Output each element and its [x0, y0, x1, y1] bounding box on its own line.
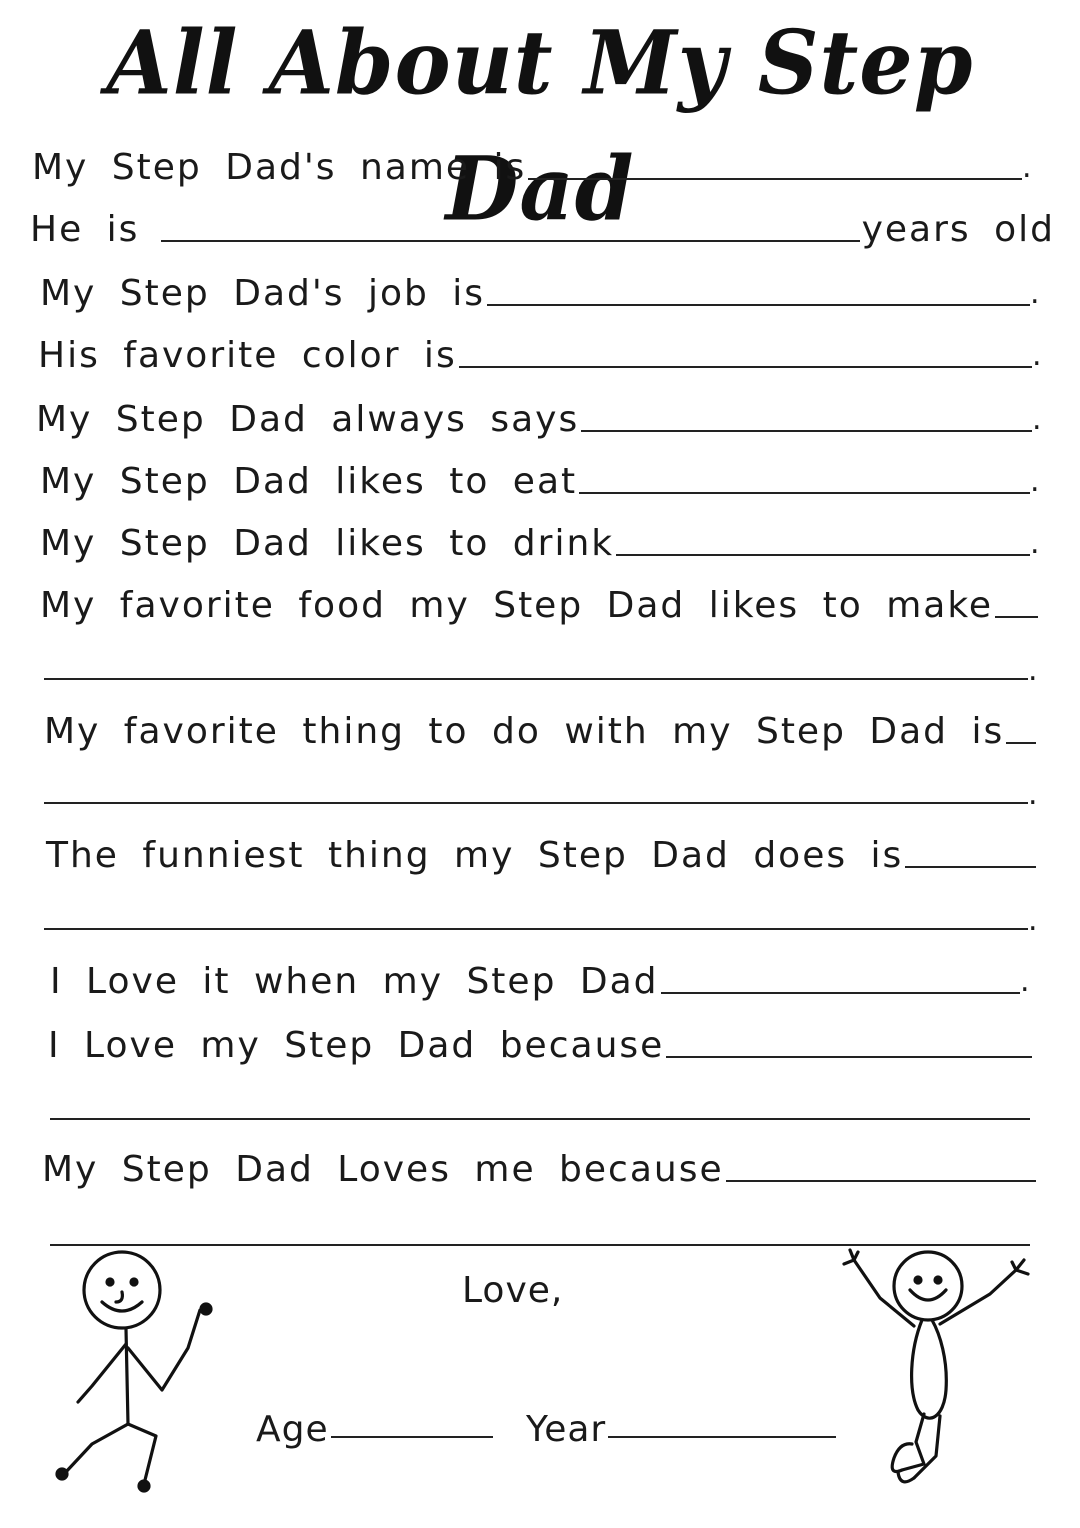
loves-me-prompt-row — [42, 1140, 1036, 1192]
love-when-prompt-label: I Love it when my Step Dad — [50, 961, 659, 1002]
says-prompt-row — [36, 390, 1042, 442]
thing-prompt-label: My favorite thing to do with my Step Dad is — [44, 711, 1005, 752]
love-because-prompt-label: I Love my Step Dad because — [48, 1025, 665, 1066]
color-answer-line[interactable] — [459, 366, 1032, 368]
period: . — [1028, 903, 1038, 938]
name-answer-line[interactable] — [528, 178, 1022, 180]
age-answer-line[interactable] — [161, 240, 859, 242]
age-signature-line[interactable] — [331, 1436, 493, 1438]
page-title: All About My Step Dad — [106, 10, 974, 241]
age-suffix-label: years old — [861, 209, 1055, 250]
year-signature-line[interactable] — [608, 1436, 836, 1438]
job-answer-line[interactable] — [487, 304, 1030, 306]
name-prompt-label: My Step Dad's name is — [32, 147, 527, 188]
stick-figure-waving-icon — [40, 1240, 230, 1500]
love-when-answer-line[interactable] — [661, 992, 1021, 994]
love-because-answer-line-2[interactable] — [50, 1096, 1030, 1126]
food-prompt-row — [40, 576, 1038, 628]
thing-prompt-row — [44, 702, 1036, 754]
love-when-prompt-row — [50, 952, 1030, 1004]
funniest-prompt-label: The funniest thing my Step Dad does is — [46, 835, 904, 876]
funniest-answer-line-2[interactable] — [44, 903, 1038, 938]
love-signoff: Love, — [462, 1270, 564, 1311]
period: . — [1032, 338, 1044, 373]
food-answer-line-2[interactable] — [44, 653, 1038, 688]
love-because-prompt-row — [48, 1016, 1032, 1068]
period: . — [1030, 526, 1042, 561]
age-label: Age — [256, 1409, 329, 1450]
age-signature-row — [256, 1398, 493, 1450]
food-prompt-label: My favorite food my Step Dad likes to make — [40, 585, 994, 626]
food-answer-line[interactable] — [995, 616, 1038, 618]
love-because-answer-line[interactable] — [666, 1056, 1032, 1058]
funniest-prompt-row — [46, 826, 1036, 878]
year-signature-row — [526, 1398, 836, 1450]
says-answer-line[interactable] — [581, 430, 1032, 432]
stick-figure-jumping-icon — [840, 1240, 1040, 1500]
funniest-answer-line[interactable] — [905, 866, 1036, 868]
period: . — [1022, 150, 1034, 185]
period: . — [1030, 464, 1042, 499]
eat-answer-line[interactable] — [579, 492, 1030, 494]
name-prompt-row — [32, 138, 1032, 190]
thing-answer-line-2[interactable] — [44, 777, 1038, 812]
says-prompt-label: My Step Dad always says — [36, 399, 580, 440]
job-prompt-row — [40, 264, 1040, 316]
drink-prompt-row — [40, 514, 1040, 566]
age-prompt-row — [30, 200, 1055, 252]
period: . — [1028, 653, 1038, 688]
loves-me-prompt-label: My Step Dad Loves me because — [42, 1149, 724, 1190]
eat-prompt-label: My Step Dad likes to eat — [40, 461, 578, 502]
period: . — [1028, 777, 1038, 812]
loves-me-answer-line[interactable] — [726, 1180, 1036, 1182]
drink-answer-line[interactable] — [616, 554, 1030, 556]
period: . — [1030, 276, 1042, 311]
period: . — [1032, 402, 1044, 437]
thing-answer-line[interactable] — [1006, 742, 1036, 744]
period: . — [1020, 964, 1032, 999]
job-prompt-label: My Step Dad's job is — [40, 273, 486, 314]
color-prompt-row — [38, 326, 1042, 378]
drink-prompt-label: My Step Dad likes to drink — [40, 523, 615, 564]
color-prompt-label: His favorite color is — [38, 335, 457, 376]
age-prompt-label: He is — [30, 209, 140, 250]
eat-prompt-row — [40, 452, 1040, 504]
year-label: Year — [526, 1409, 607, 1450]
